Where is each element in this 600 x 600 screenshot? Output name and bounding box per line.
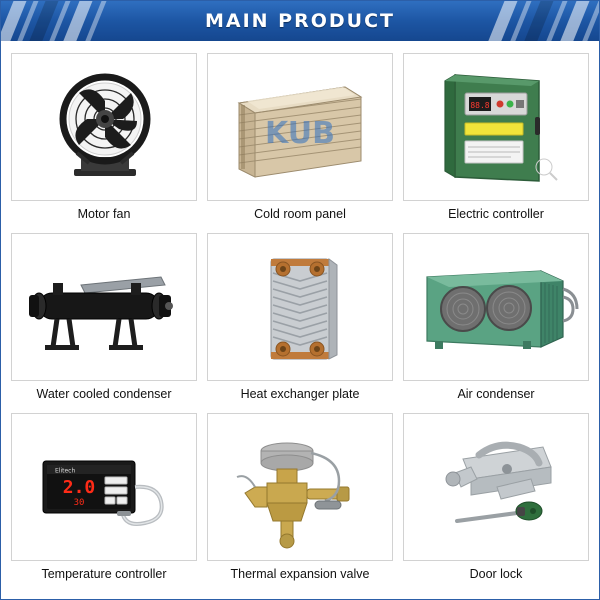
- svg-text:88.8: 88.8: [470, 101, 490, 110]
- product-label-cold-room-panel: Cold room panel: [254, 207, 346, 221]
- product-label-temperature-controller: Temperature controller: [41, 567, 167, 581]
- product-label-thermal-expansion-valve: Thermal expansion valve: [230, 567, 370, 581]
- product-image-thermal-expansion-valve: [207, 413, 393, 561]
- banner-decoration-left: [1, 1, 121, 41]
- product-label-door-lock: Door lock: [469, 567, 523, 581]
- product-image-electric-controller: [403, 53, 589, 201]
- product-image-door-lock: [403, 413, 589, 561]
- digital-thermostat-icon: [19, 417, 189, 557]
- product-image-motor-fan: [11, 53, 197, 201]
- product-label-heat-exchanger-plate: Heat exchanger plate: [240, 387, 360, 401]
- control-box-icon: [411, 57, 581, 197]
- door-lock-icon: [411, 417, 581, 557]
- product-image-heat-exchanger-plate: [207, 233, 393, 381]
- stacked-panels-icon: [215, 57, 385, 197]
- product-image-cold-room-panel: [207, 53, 393, 201]
- product-cell-electric-controller[interactable]: [403, 53, 589, 227]
- expansion-valve-icon: [215, 417, 385, 557]
- plate-heat-exchanger-icon: [215, 237, 385, 377]
- product-image-air-condenser: [403, 233, 589, 381]
- product-label-electric-controller: Electric controller: [448, 207, 544, 221]
- air-condenser-icon: [411, 237, 581, 377]
- shell-tube-condenser-icon: [19, 237, 189, 377]
- product-label-water-cooled-condenser: Water cooled condenser: [36, 387, 172, 401]
- product-cell-water-cooled-condenser[interactable]: [11, 233, 197, 407]
- product-cell-thermal-expansion-valve[interactable]: [207, 413, 393, 587]
- product-grid: [1, 41, 599, 593]
- thermostat-display-sub: 30: [73, 498, 85, 508]
- product-image-temperature-controller: [11, 413, 197, 561]
- page-title: MAIN PRODUCT: [204, 10, 395, 32]
- svg-text:Elitech: Elitech: [55, 467, 76, 475]
- product-image-water-cooled-condenser: [11, 233, 197, 381]
- product-cell-door-lock[interactable]: [403, 413, 589, 587]
- product-label-air-condenser: Air condenser: [457, 387, 535, 401]
- axial-fan-icon: [19, 57, 189, 197]
- panel-watermark: KUB: [265, 116, 335, 151]
- product-cell-heat-exchanger-plate[interactable]: [207, 233, 393, 407]
- product-cell-motor-fan[interactable]: [11, 53, 197, 227]
- thermostat-display-value: 2.0: [62, 477, 96, 498]
- page-header-banner: [1, 1, 599, 41]
- product-cell-temperature-controller[interactable]: [11, 413, 197, 587]
- product-cell-air-condenser[interactable]: [403, 233, 589, 407]
- product-label-motor-fan: Motor fan: [77, 207, 131, 221]
- banner-decoration-right: [479, 1, 599, 41]
- product-cell-cold-room-panel[interactable]: [207, 53, 393, 227]
